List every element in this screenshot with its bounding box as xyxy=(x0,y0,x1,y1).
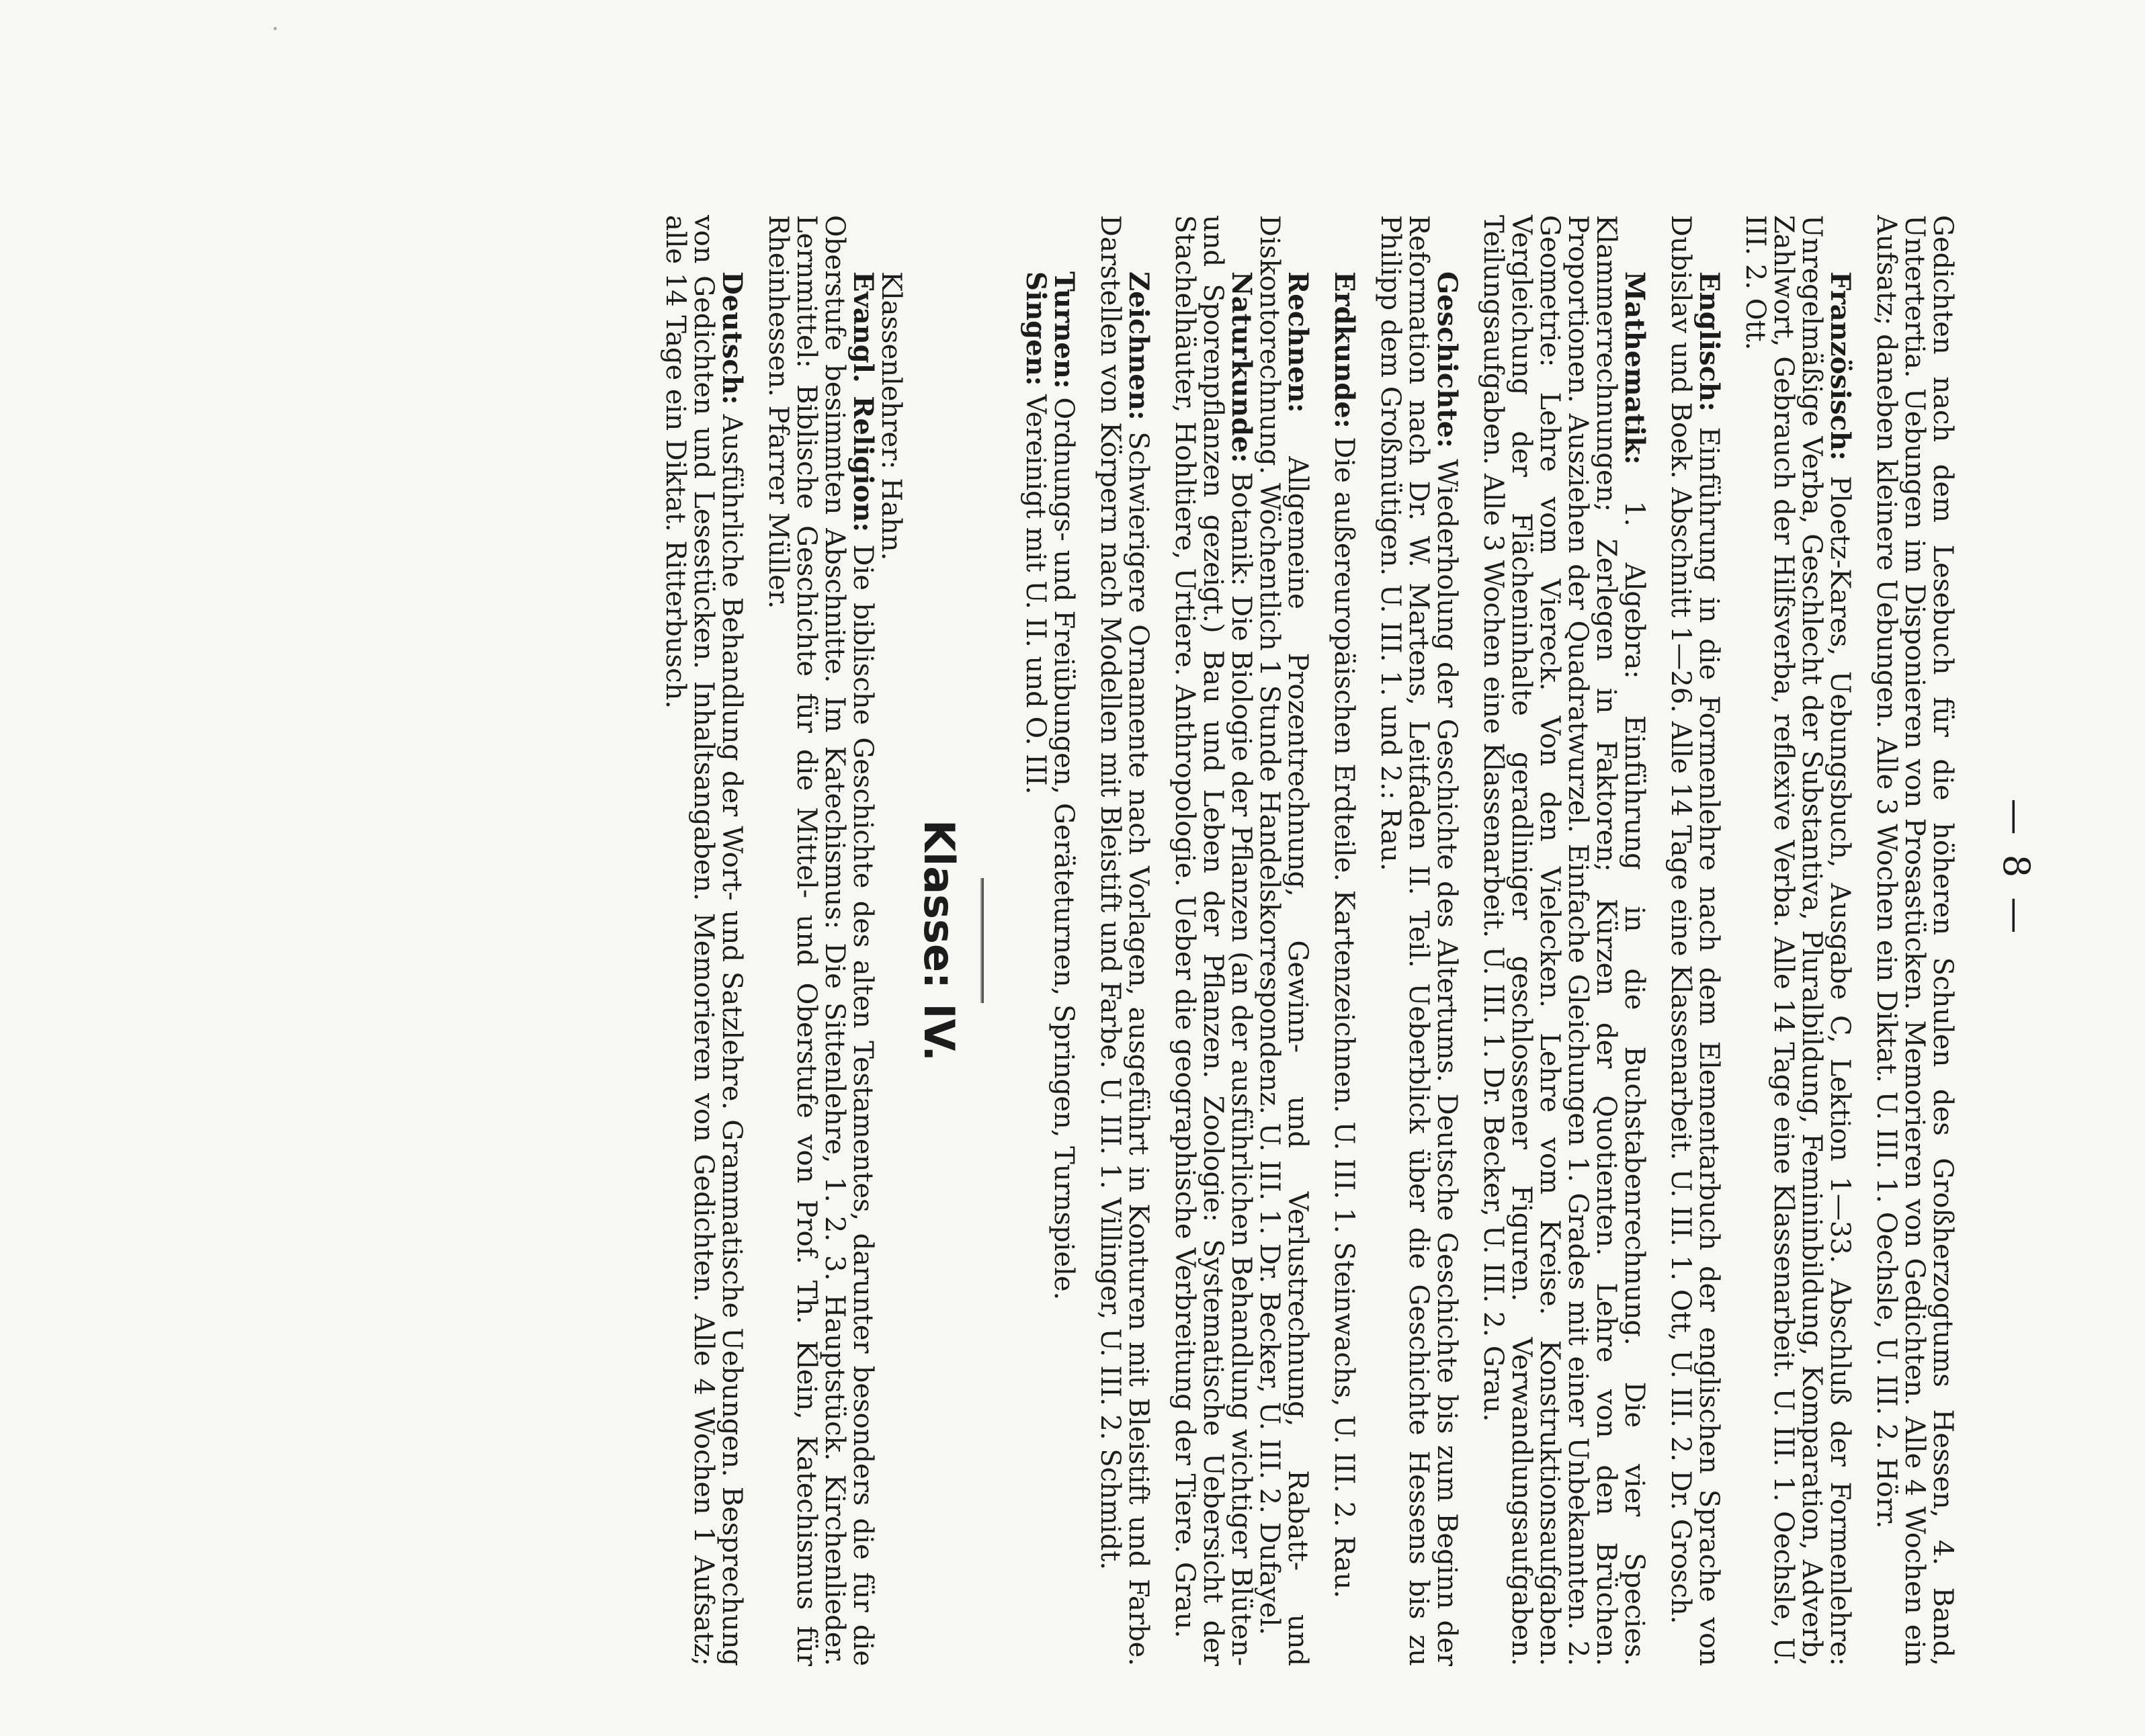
section-label: Französisch: xyxy=(1824,271,1856,461)
section-turnen xyxy=(1050,215,1078,1666)
section-label: Rechnen: xyxy=(1282,271,1314,413)
section-text: Allgemeine Prozentrechnung, Gewinn- und Verlustrechnung, Rabatt- und Diskontorechnung. Wöchentlich 1 Stunde Handelskorrespondenz. U. III. 1. Dr. Becker, U. III. 2. Dufayel. xyxy=(1254,215,1313,1666)
class-teacher: Klassenlehrer: Hahn. xyxy=(876,271,907,561)
section-label: Evangl. Religion: xyxy=(847,271,879,533)
section-text: Botanik: Die Biologie der Pflanzen (an der ausführlichen Behandlung wichtiger Blüten- und Sporenpflanzen gezeigt.) Bau und Leben der Pflanzen. Zoologie: Systematische Uebersicht der Stachelhäuter, Hohltiere, Urtiere. Anthropologie. Ueber die geographische Verbreitung der Tiere. Grau. xyxy=(1169,215,1257,1666)
section-label: Turnen: xyxy=(1048,271,1080,389)
section-text: Einführung in die Formenlehre nach dem Elementarbuch der englischen Sprache von Dubislav und Boek. Abschnitt 1—26. Alle 14 Tage eine Klassenarbeit. U. III. 1. Ott, U. III. 2. Dr. Grosch. xyxy=(1665,215,1724,1666)
section-text: Ploetz-Kares, Uebungsbuch, Ausgabe C, Lektion 1—33. Abschluß der Formenlehre: Unregelmäßige Verba, Geschlecht der Substantiva, Pluralbildung, Femininbildung, Komparation, Adverb, Zahlwort, Gebrauch der Hilfsverba, reflexive Verba. Alle 14 Tage eine Klassenarbeit. U. III. 1. Oechsle, U. III. 2. Ott. xyxy=(1740,215,1855,1666)
section-label: Englisch: xyxy=(1693,271,1725,412)
section-englisch xyxy=(1667,215,1723,1666)
text-column xyxy=(661,215,1957,1666)
section-mathematik xyxy=(1479,215,1648,1666)
section-text: Vereinigt mit U. II. und O. III. xyxy=(1020,386,1051,795)
section-text: 1. Algebra: Einführung in die Buchstabenrechnung. Die vier Species. Klammerrechnungen; Zerlegen in Faktoren; Kürzen der Quotienten. Lehre von den Brüchen. Proportionen. Ausziehen der Quadratwurzel. Einfache Gleichungen 1. Grades mit einer Unbekannten. 2. Geometrie: Lehre vom Viereck. Von den Vielecken. Lehre vom Kreise. Konstruktionsaufgaben. Vergleichung der Flächeninhalte geradliniger geschlossener Figuren. Verwandlungsaufgaben. Teilungsaufgaben. Alle 3 Wochen eine Klassenarbeit. U. III. 1. Dr. Becker, U. III. 2. Grau. xyxy=(1478,215,1650,1666)
page-number: — 8 — xyxy=(1995,798,2037,938)
scan-speck xyxy=(274,27,277,30)
section-label: Erdkunde: xyxy=(1329,271,1360,429)
section-text: Ordnungs- und Freiübungen, Geräteturnen, Springen, Turnspiele. xyxy=(1048,388,1079,1301)
section-text: Schwierigere Ornamente nach Vorlagen, ausgeführt in Konturen mit Bleistift und Farbe. Darstellen von Körpern nach Modellen mit Bleistift und Farbe. U. III. 1. Villinger, U. III. 2. Schmidt. xyxy=(1095,215,1154,1666)
intro-paragraph: Gedichten nach dem Lesebuch für die höheren Schulen des Großherzogtums Hessen, 4. Band, Untertertia. Uebungen im Disponieren von Prosastücken. Memorieren von Gedichten. Alle 4 Wochen ein Aufsatz; daneben kleinere Uebungen. Alle 3 Wochen ein Diktat. U. III. 1. Oechsle, U. III. 2. Hörr. xyxy=(1871,215,1958,1666)
section-label: Deutsch: xyxy=(716,271,748,405)
section-singen xyxy=(1021,215,1050,1666)
section-text: Ausführliche Behandlung der Wort- und Satzlehre. Grammatische Uebungen. Besprechung von Gedichten und Lesestücken. Inhaltsangaben. Memorieren von Gedichten. Alle 4 Wochen 1 Aufsatz; alle 14 Tage ein Diktat. Ritterbusch. xyxy=(660,215,747,1666)
section-geschichte xyxy=(1376,215,1461,1666)
section-deutsch xyxy=(661,215,746,1666)
section-text: Die biblische Geschichte des alten Testamentes, darunter besonders die für die Oberstufe besimmten Abschnitte. Im Katechismus: Die Sittenlehre, 1. 2. 3. Hauptstück. Kirchenlieder. Lernmittel: Biblische Geschichte für die Mittel- und Oberstufe von Prof. Th. Klein, Katechismus für Rheinhessen. Pfarrer Müller. xyxy=(763,215,878,1666)
section-label: Singen: xyxy=(1020,271,1052,386)
section-label: Geschichte: xyxy=(1431,271,1463,448)
section-text: Die außereuropäischen Erdteile. Kartenzeichnen. U. III. 1. Steinwachs, U. III. 2. Rau. xyxy=(1329,428,1359,1599)
class-heading: Klasse: IV. xyxy=(915,820,964,1061)
section-zeichnen xyxy=(1096,215,1152,1666)
section-label: Mathematik: xyxy=(1619,271,1650,465)
section-text: Wiederholung der Geschichte des Altertums. Deutsche Geschichte bis zum Beginn der Reformation nach Dr. W. Martens, Leitfaden II. Teil. Ueberblick über die Geschichte Hessens bis zu Philipp dem Großmütigen. U. III. 1. und 2.: Rau. xyxy=(1375,215,1462,1666)
section-label: Zeichnen: xyxy=(1123,271,1154,421)
section-religion xyxy=(764,215,877,1666)
section-rechnen xyxy=(1255,215,1312,1666)
section-label: Naturkunde: xyxy=(1226,271,1257,464)
section-erdkunde xyxy=(1330,215,1358,1666)
section-divider xyxy=(980,878,984,1003)
section-franzoesisch xyxy=(1741,215,1854,1666)
section-naturkunde xyxy=(1171,215,1255,1666)
